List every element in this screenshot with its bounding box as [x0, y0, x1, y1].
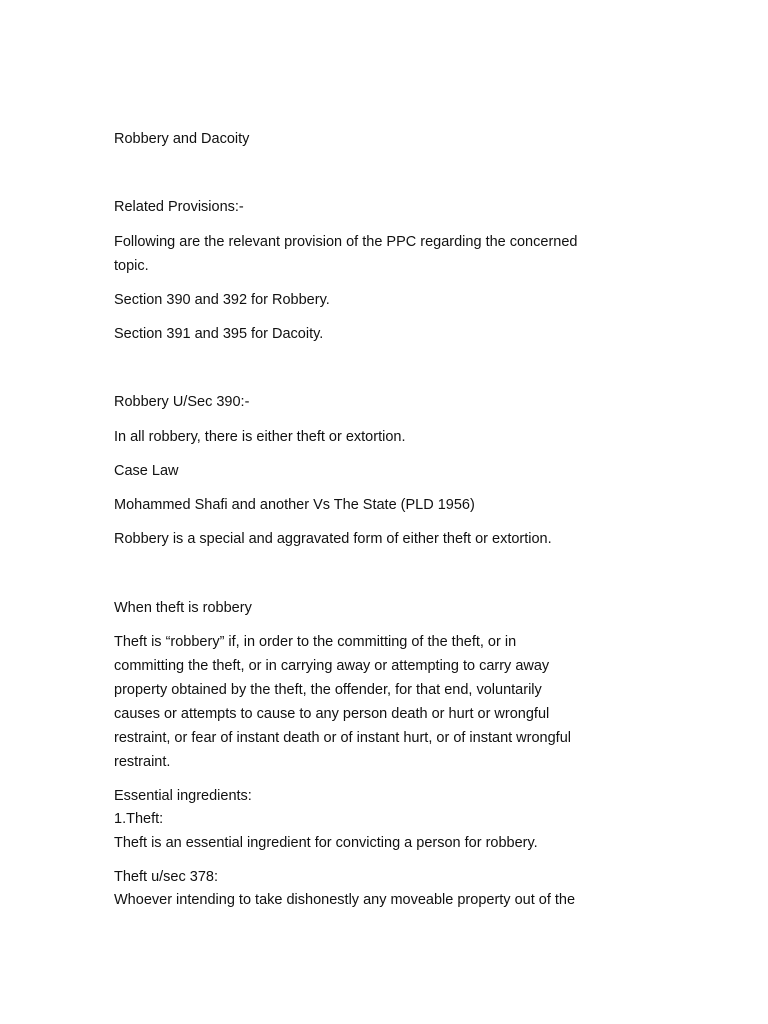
definition-line: causes or attempts to cause to any person death or hurt or wrongful — [114, 706, 550, 722]
document-title: Robbery and Dacoity — [114, 131, 250, 147]
definition-line: restraint, or fear of instant death or of instant hurt, or of instant wrongful — [114, 730, 571, 746]
case-citation: Mohammed Shafi and another Vs The State (PLD 1956) — [114, 497, 475, 513]
definition-line: Theft is “robbery” if, in order to the committing of the theft, or in — [114, 634, 517, 650]
section-dacoity: Section 391 and 395 for Dacoity. — [114, 326, 324, 342]
ingredient-1-title: 1.Theft: — [114, 811, 164, 827]
section-robbery: Section 390 and 392 for Robbery. — [114, 292, 330, 308]
ingredients-heading: Essential ingredients: — [114, 788, 252, 804]
case-law-label: Case Law — [114, 463, 179, 479]
definition-line: committing the theft, or in carrying away or attempting to carry away — [114, 658, 550, 674]
case-summary: Robbery is a special and aggravated form of either theft or extortion. — [114, 531, 552, 547]
definition-line: property obtained by the theft, the offender, for that end, voluntarily — [114, 682, 542, 698]
theft-section-heading: Theft u/sec 378: — [114, 869, 218, 885]
intro-line-1: Following are the relevant provision of the PPC regarding the concerned — [114, 234, 578, 250]
intro-line-2: topic. — [114, 258, 149, 274]
theft-section-text: Whoever intending to take dishonestly any moveable property out of the — [114, 892, 576, 908]
ingredient-1-text: Theft is an essential ingredient for convicting a person for robbery. — [114, 835, 538, 851]
robbery-statement: In all robbery, there is either theft or extortion. — [114, 429, 406, 445]
when-theft-heading: When theft is robbery — [114, 600, 252, 616]
robbery-heading: Robbery U/Sec 390:- — [114, 394, 250, 410]
related-provisions-heading: Related Provisions:- — [114, 199, 244, 215]
definition-line: restraint. — [114, 754, 171, 770]
robbery-definition — [114, 630, 644, 774]
